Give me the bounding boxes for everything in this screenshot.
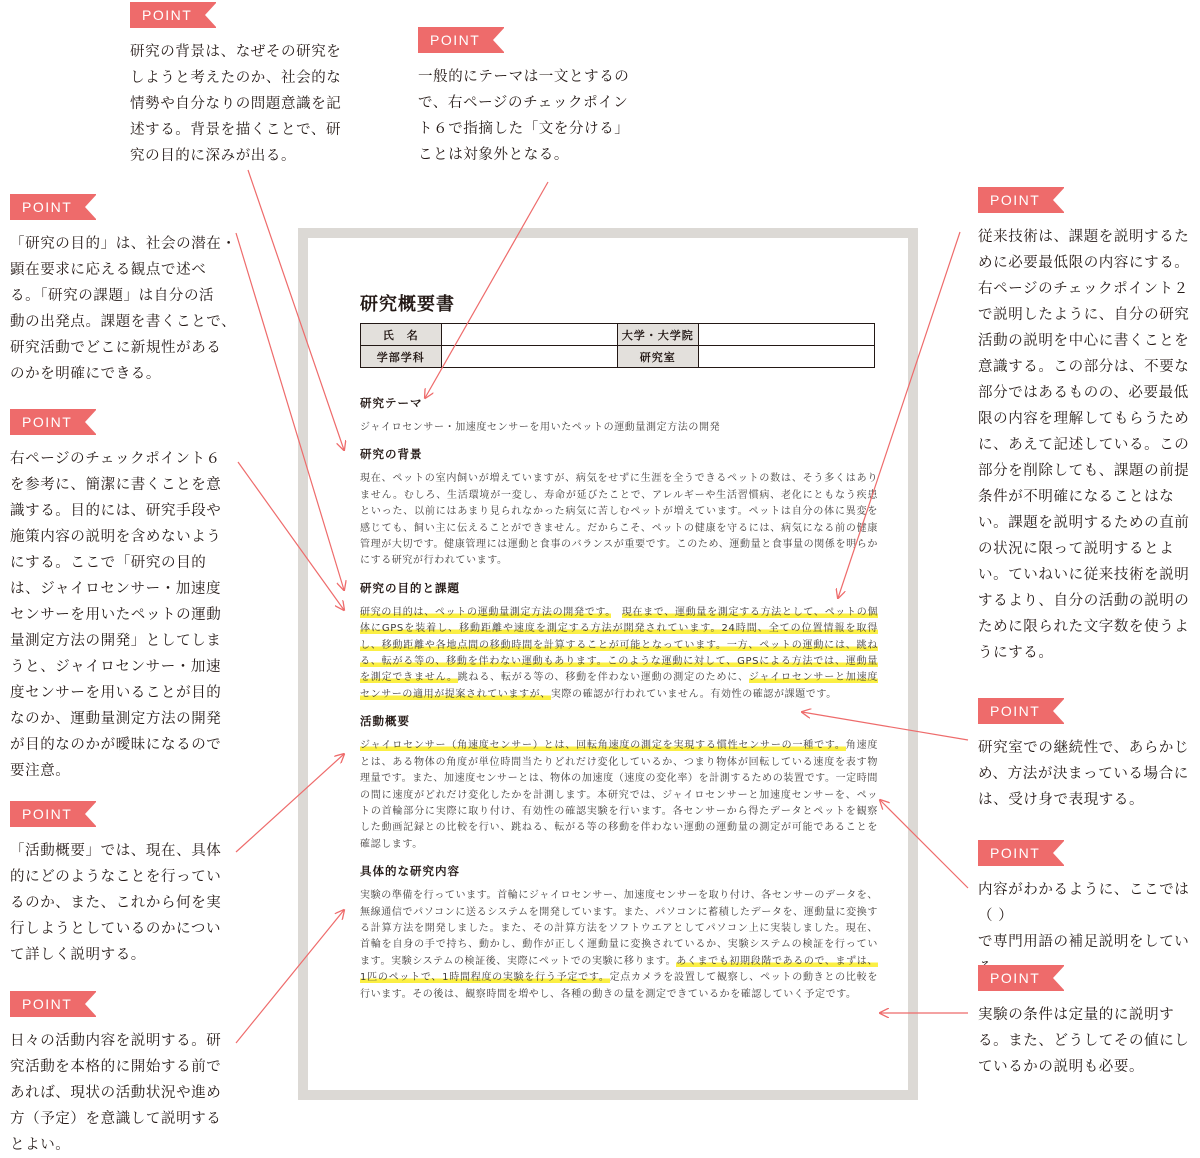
activity-text-1: 角速度とは、ある物体の角度が単位時間当たりどれだけ変化しているか、つまり物体が回転している速度を表す物理量です。また、加速度センサーとは、物体の加速度（速度の変化率）を計測するための装置です。一定時間の間に速度がどれだけ変化したかを計測します。本研究では、ジャイロセンサーと加速度センサーを、ペットの首輪部分に実際に取り付け、有効性の確認実験を行います。各センサーから得たデータとペットを観察した動画記録との比較を行い、跳ねる、転がる等の移動を伴わない運動の運動量の測定が可能であることを確認します。 bbox=[360, 740, 878, 850]
point-tag: POINT bbox=[978, 965, 1064, 991]
point-daily-text: 日々の活動内容を説明する。研 究活動を本格的に開始する前で あれば、現状の活動状況や進め 方（予定）を意識して説明する とよい。 bbox=[10, 1033, 222, 1153]
point-passive-text: 研究室での継続性で、あらかじ め、方法が決まっている場合に は、受け身で表現する。 bbox=[978, 740, 1190, 808]
purpose-text-2: 跳ねる、転がる等の、移動を伴わない運動の測定のために、 bbox=[457, 672, 749, 684]
point-conditions-text: 実験の条件は定量的に説明す る。また、どうしてその値にし ているかの説明も必要。 bbox=[978, 1007, 1190, 1075]
details-heading: 具体的な研究内容 bbox=[360, 864, 460, 879]
point-daily bbox=[10, 991, 221, 1158]
name-value bbox=[441, 324, 617, 346]
details-text-1: 実験の準備を行っています。首輪にジャイロセンサー、加速度センサーを取り付け、各センサーのデータを、無線通信でパソコンに送るシステムを開発しています。また、パソコンに蓄積したデータを、運動量に変換する計算方法を開発しました。また、その計算方法をソフトウエアとしてパソコン上に実装しました。現在、首輪を自身の手で持ち、動かし、動作が正しく運動量に変換されているか、実験システムの検証を行っています。実験システムの検証後、実際にペットでの実験に移ります。 bbox=[360, 890, 878, 967]
document-frame bbox=[298, 228, 918, 1100]
point-purpose bbox=[10, 194, 237, 387]
lab-label: 研究室 bbox=[617, 346, 698, 368]
point-concise-text: 右ページのチェックポイント６ を参考に、簡潔に書くことを意 識する。目的には、研究手段や 施策内容の説明を含めないよう にする。ここで「研究の目的 は、ジャイロセンサー・加速度 センサーを用いたペットの運動 量測定方法の開発」としてしま うと、ジャイロセンサー・加速 度センサーを用いることが目的 なのか、運動量測定方法の開発 が目的なのかが曖昧になるので 要注意。 bbox=[10, 451, 222, 779]
point-theme bbox=[418, 27, 629, 168]
purpose-highlight-1: 研究の目的は、ペットの運動量測定方法の開発です。 bbox=[360, 606, 611, 618]
point-prior-art-text: 従来技術は、課題を説明するた めに必要最低限の内容にする。 右ページのチェックポイント２ で説明したように、自分の研究 活動の説明を中心に書くことを 意識する。この部分は、不要な 部分ではあるものの、必要最低 限の内容を理解してもらうため に、あえて記述している。この 部分を削除しても、課題の前提 条件が不明確になることはな い。課題を説明するための直前 の状況に限って説明するとよ い。ていねいに従来技術を説明 するより、自分の活動の説明の ために限られた文字数を使うよ うにする。 bbox=[978, 229, 1190, 661]
purpose-text-1 bbox=[611, 607, 622, 618]
theme-heading: 研究テーマ bbox=[360, 396, 423, 410]
point-purpose-text: 「研究の目的」は、社会の潜在・ 顕在要求に応える観点で述べ る。「研究の課題」は自分の活 動の出発点。課題を書くことで、 研究活動でどこに新規性がある のかを明確にできる。 bbox=[10, 236, 237, 382]
section-background bbox=[360, 446, 878, 569]
point-background bbox=[130, 2, 341, 169]
university-value bbox=[698, 324, 875, 346]
document-body bbox=[360, 395, 878, 1013]
point-terms-text: 内容がわかるように、ここでは（ ） で専門用語の補足説明をしてい bbox=[978, 882, 1190, 950]
theme-text: ジャイロセンサー・加速度センサーを用いたペットの運動量測定方法の開発 bbox=[360, 422, 721, 433]
background-text: 現在、ペットの室内飼いが増えていますが、病気をせずに生涯を全うできるペットの数は、そう多くはありません。むしろ、生活環境が一変し、寿命が延びたことで、アレルギーや生活習慣病、老化にともなう疾患といった、以前にはあまり見られなかった病気に苦しむペットが増えています。ペットは自分の体に異変を感じても、飼い主に伝えることができません。だからこそ、ペットの健康を守るには、病気になる前の健康管理が大切です。健康管理には運動と食事のバランスが重要です。このため、運動量と食事量の関係を明らかにする研究が行われています。 bbox=[360, 473, 878, 567]
university-label: 大学・大学院 bbox=[617, 324, 698, 346]
point-tag: POINT bbox=[978, 698, 1064, 724]
point-tag: POINT bbox=[130, 2, 216, 28]
section-theme bbox=[360, 395, 878, 436]
purpose-heading: 研究の目的と課題 bbox=[360, 580, 460, 595]
point-prior-art bbox=[978, 187, 1189, 666]
info-table bbox=[360, 323, 875, 368]
details-text-2: 定点カメラを設置して観察し、ペットの動きとの比較を行います。その後は、観察時間を増やし、各種の動きの量を測定できているかを確認していく予定です。 bbox=[360, 972, 878, 1000]
point-conditions bbox=[978, 965, 1189, 1080]
department-label: 学部学科 bbox=[361, 346, 442, 368]
point-tag: POINT bbox=[978, 840, 1064, 866]
point-terms bbox=[978, 840, 1200, 981]
details-text bbox=[360, 888, 878, 1003]
point-tag: POINT bbox=[418, 27, 504, 53]
point-activity-text: 「活動概要」では、現在、具体 的にどのようなことを行ってい るのか、また、これから何を実 行しようとしているのかについ て詳しく説明する。 bbox=[10, 843, 222, 963]
activity-heading: 活動概要 bbox=[360, 714, 410, 729]
document-title: 研究概要書 bbox=[360, 294, 455, 315]
point-tag: POINT bbox=[10, 194, 96, 220]
point-tag: POINT bbox=[978, 187, 1064, 213]
activity-text bbox=[360, 738, 878, 853]
point-activity bbox=[10, 801, 221, 968]
point-tag: POINT bbox=[10, 409, 96, 435]
purpose-highlight-3: ジャイロセンサーと加速度センサーの適用が提案されていますが、 bbox=[360, 672, 878, 700]
section-purpose bbox=[360, 580, 878, 703]
background-heading: 研究の背景 bbox=[360, 447, 423, 462]
lab-value bbox=[698, 346, 875, 368]
purpose-highlight-2: 現在まで、運動量を測定する方法として、ペットの個体にGPSを装着し、移動距離や速度を測定する方法が開発されています。24時間、全ての位置情報を取得し、移動距離や各地点間の移動時間を計算することが可能となっています。一方、ペットの運動には、跳ねる、転がる等の、移動を伴わない運動もあります。このような運動に対して、GPSによる方法では、運動量を測定できません。 bbox=[360, 606, 878, 684]
document-sheet bbox=[308, 238, 908, 1090]
section-details bbox=[360, 863, 878, 1003]
point-passive bbox=[978, 698, 1189, 813]
point-tag: POINT bbox=[10, 801, 96, 827]
purpose-text bbox=[360, 605, 878, 703]
details-highlight: あくまでも初期段階であるので、まずは、1匹のペットで、1時間程度の実験を行う予定です。 bbox=[360, 955, 879, 984]
point-concise bbox=[10, 409, 221, 784]
point-background-text: 研究の背景は、なぜその研究を しようと考えたのか、社会的な 情勢や自分なりの問題意識を記 述する。背景を描くことで、研 究の目的に深みが出る。 bbox=[130, 44, 342, 164]
point-tag: POINT bbox=[10, 991, 96, 1017]
department-value bbox=[441, 346, 617, 368]
purpose-text-3: 実際の確認が行われていません。有効性の確認が課題です。 bbox=[550, 688, 837, 700]
activity-highlight: ジャイロセンサー（角速度センサー）とは、回転角速度の測定を実現する慣性センサーの一種です。 bbox=[360, 740, 846, 752]
name-label: 氏 名 bbox=[361, 324, 442, 346]
point-theme-text: 一般的にテーマは一文とするの で、右ページのチェックポイン ト６で指摘した「文を分ける」 ことは対象外となる。 bbox=[418, 69, 630, 163]
section-activity bbox=[360, 713, 878, 853]
